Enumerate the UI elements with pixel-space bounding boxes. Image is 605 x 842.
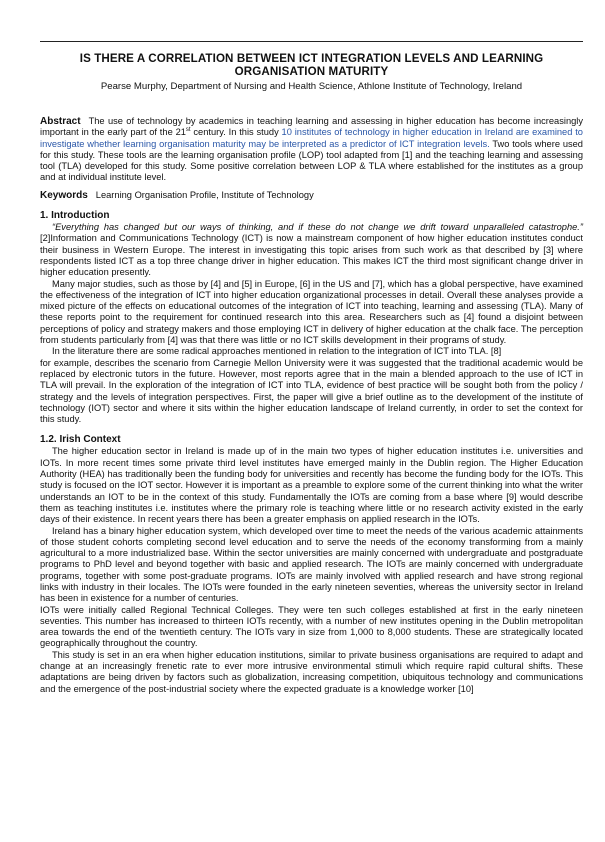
author-line: Pearse Murphy, Department of Nursing and Health Science, Athlone Institute of Technology, Ireland [100,81,523,92]
intro-paragraph-2: Many major studies, such as those by [4] and [5] in Europe, [6] in the US and [7], which has a global perspective, have examined the effectiveness of the integration of ICT into higher education organizational processes in detail. Overall these analyses provide a mixed picture of the effects on educational outcomes of the integration of ICT into teaching, learning and assessing (TLA). Many of these reports point to the requirement for continued research into this area. Researchers such as [4] found a disjoint between perceptions of policy and strategy makers and those employing ICT in delivery of higher education at the chalk face. The perception from students particularly from [4] was that there was little or no ICT skills development in their programs of study. [40,278,583,346]
abstract-sup: st [185,127,191,134]
intro-paragraph-3: In the literature there are some radical approaches mentioned in relation to the integration of ICT into TLA. [8] [52,346,502,357]
irish-paragraph-2: Ireland has a binary higher education system, which developed over time to meet the needs of the various academic attainments of those student cohorts completing second level education and to serve the needs of the economy transforming from a mainly agricultural to a more industrialized base. Within the sector universities are mainly concerned with undergraduate and postgraduate programs to PhD level and beyond together with basic and applied research. The IOTs are mainly concerned with undergraduate programs, together with some post-graduate programs. IOTs are mainly involved with applied research and have strong regional links with industry in their locales. The IOTs were founded in the early nineteen seventies, whereas the university sector in Ireland has been in existence for a number of centuries. [40,525,583,604]
abstract-text-1: The use of technology by academics in teaching learning and assessing in higher education has become increasingly important in the early part of the 21 [40,116,583,138]
keywords [40,190,583,201]
abstract-text-3: Two tools where used for this study. These tools are the learning organisation profile (LOP) tool adapted from [1] and the teaching learning and assessing tool (TLA) developed for this study. Some positive correlation between LOP & TLA where established for the institutes as a group and at individual institute level. [40,138,583,183]
intro-paragraph-4: for example, describes the scenario from Carnegie Mellon University were it was suggested that the traditional academic would be replaced by electronic tutors in the future. However, most reports agree that in the main a blended approach to the use of ICT in TLA will prevail. In the exploration of the integration of ICT into TLA, evidence of best practice will be sought both from the policy / strategy and the levels of integration perspectives. First, the paper will give a brief outline as to the development of the institute of technology (IOT) sector and where it sits within the higher education landscape of Ireland currently, in order to set the context for this study. [40,357,583,425]
abstract-label: Abstract [40,116,81,127]
paper-body [40,116,583,695]
intro-p1-text: [2]Information and Communications Technology (ICT) is now a mainstream component of how higher education institutes conduct their business in Western Europe. The interest in investigating this topic arises from such work as that described by [3] where respondents listed ICT as a top three change driver in higher education. This makes ICT the third most significant change driver in higher education presently. [40,233,583,278]
irish-paragraph-4: This study is set in an era when higher education institutions, similar to private business organisations are required to adapt and change at an increasingly frenetic rate to ever more intrusive environmental stimuli which require rapid cultural shifts. These adaptations are being driven by factors such as globalization, increasing competition, ubiquitous technology and communications and the emergence of the post-industrial society where the expected graduate is a knowledge worker [10] [40,649,583,694]
irish-paragraph-1: The higher education sector in Ireland is made up of in the main two types of higher education institutes i.e. universities and IOTs. In more recent times some private third level institutes have emerged mainly in the Dublin region. The Higher Education Authority (HEA) has traditionally been the funding body for universities and recently has become the funding body for the IOTs. This study is focused on the IOT sector. However it is important as a preamble to explore some of the current thinking into what the writer understands an IOT to be in the context of this study. Fundamentally the IOTs are coming from a base where [9] would describe them as teaching institutes i.e. institutes where the primary role is teaching where little or no research activity existed in the early days of their existence. In recent years there has been a greater emphasis on applied research in the IOTs. [40,446,583,525]
paper-title: IS THERE A CORRELATION BETWEEN ICT INTEGRATION LEVELS AND LEARNING ORGANISATION MATURITY [79,52,544,78]
abstract [40,116,583,184]
top-rule [40,41,583,42]
abstract-text-2: century. In this study [190,127,282,138]
section-heading-introduction: 1. Introduction [40,210,110,222]
irish-paragraph-3: IOTs were initially called Regional Technical Colleges. They were ten such colleges established at first in the early nineteen seventies. This number has increased to thirteen IOTs recently, with a number of new institutes opening in the Dublin metropolitan area towards the end of the twentieth century. The IOTs vary in size from 1,000 to 8,000 students. These are strategically located geographically throughout the country. [40,604,583,649]
keywords-text: Learning Organisation Profile, Institute of Technology [95,189,314,200]
intro-quote: “Everything has changed but our ways of thinking, and if these do not change we drift toward unparalleled catastrophe.” [52,222,583,233]
keywords-label: Keywords [40,189,88,201]
intro-paragraph-1 [40,222,583,278]
abstract-highlight: 10 institutes of technology in higher education in Ireland are examined to investigate whether learning organisation maturity may be interpreted as a predictor of ICT integration levels. [40,127,583,149]
section-heading-irish-context: 1.2. Irish Context [40,434,121,446]
